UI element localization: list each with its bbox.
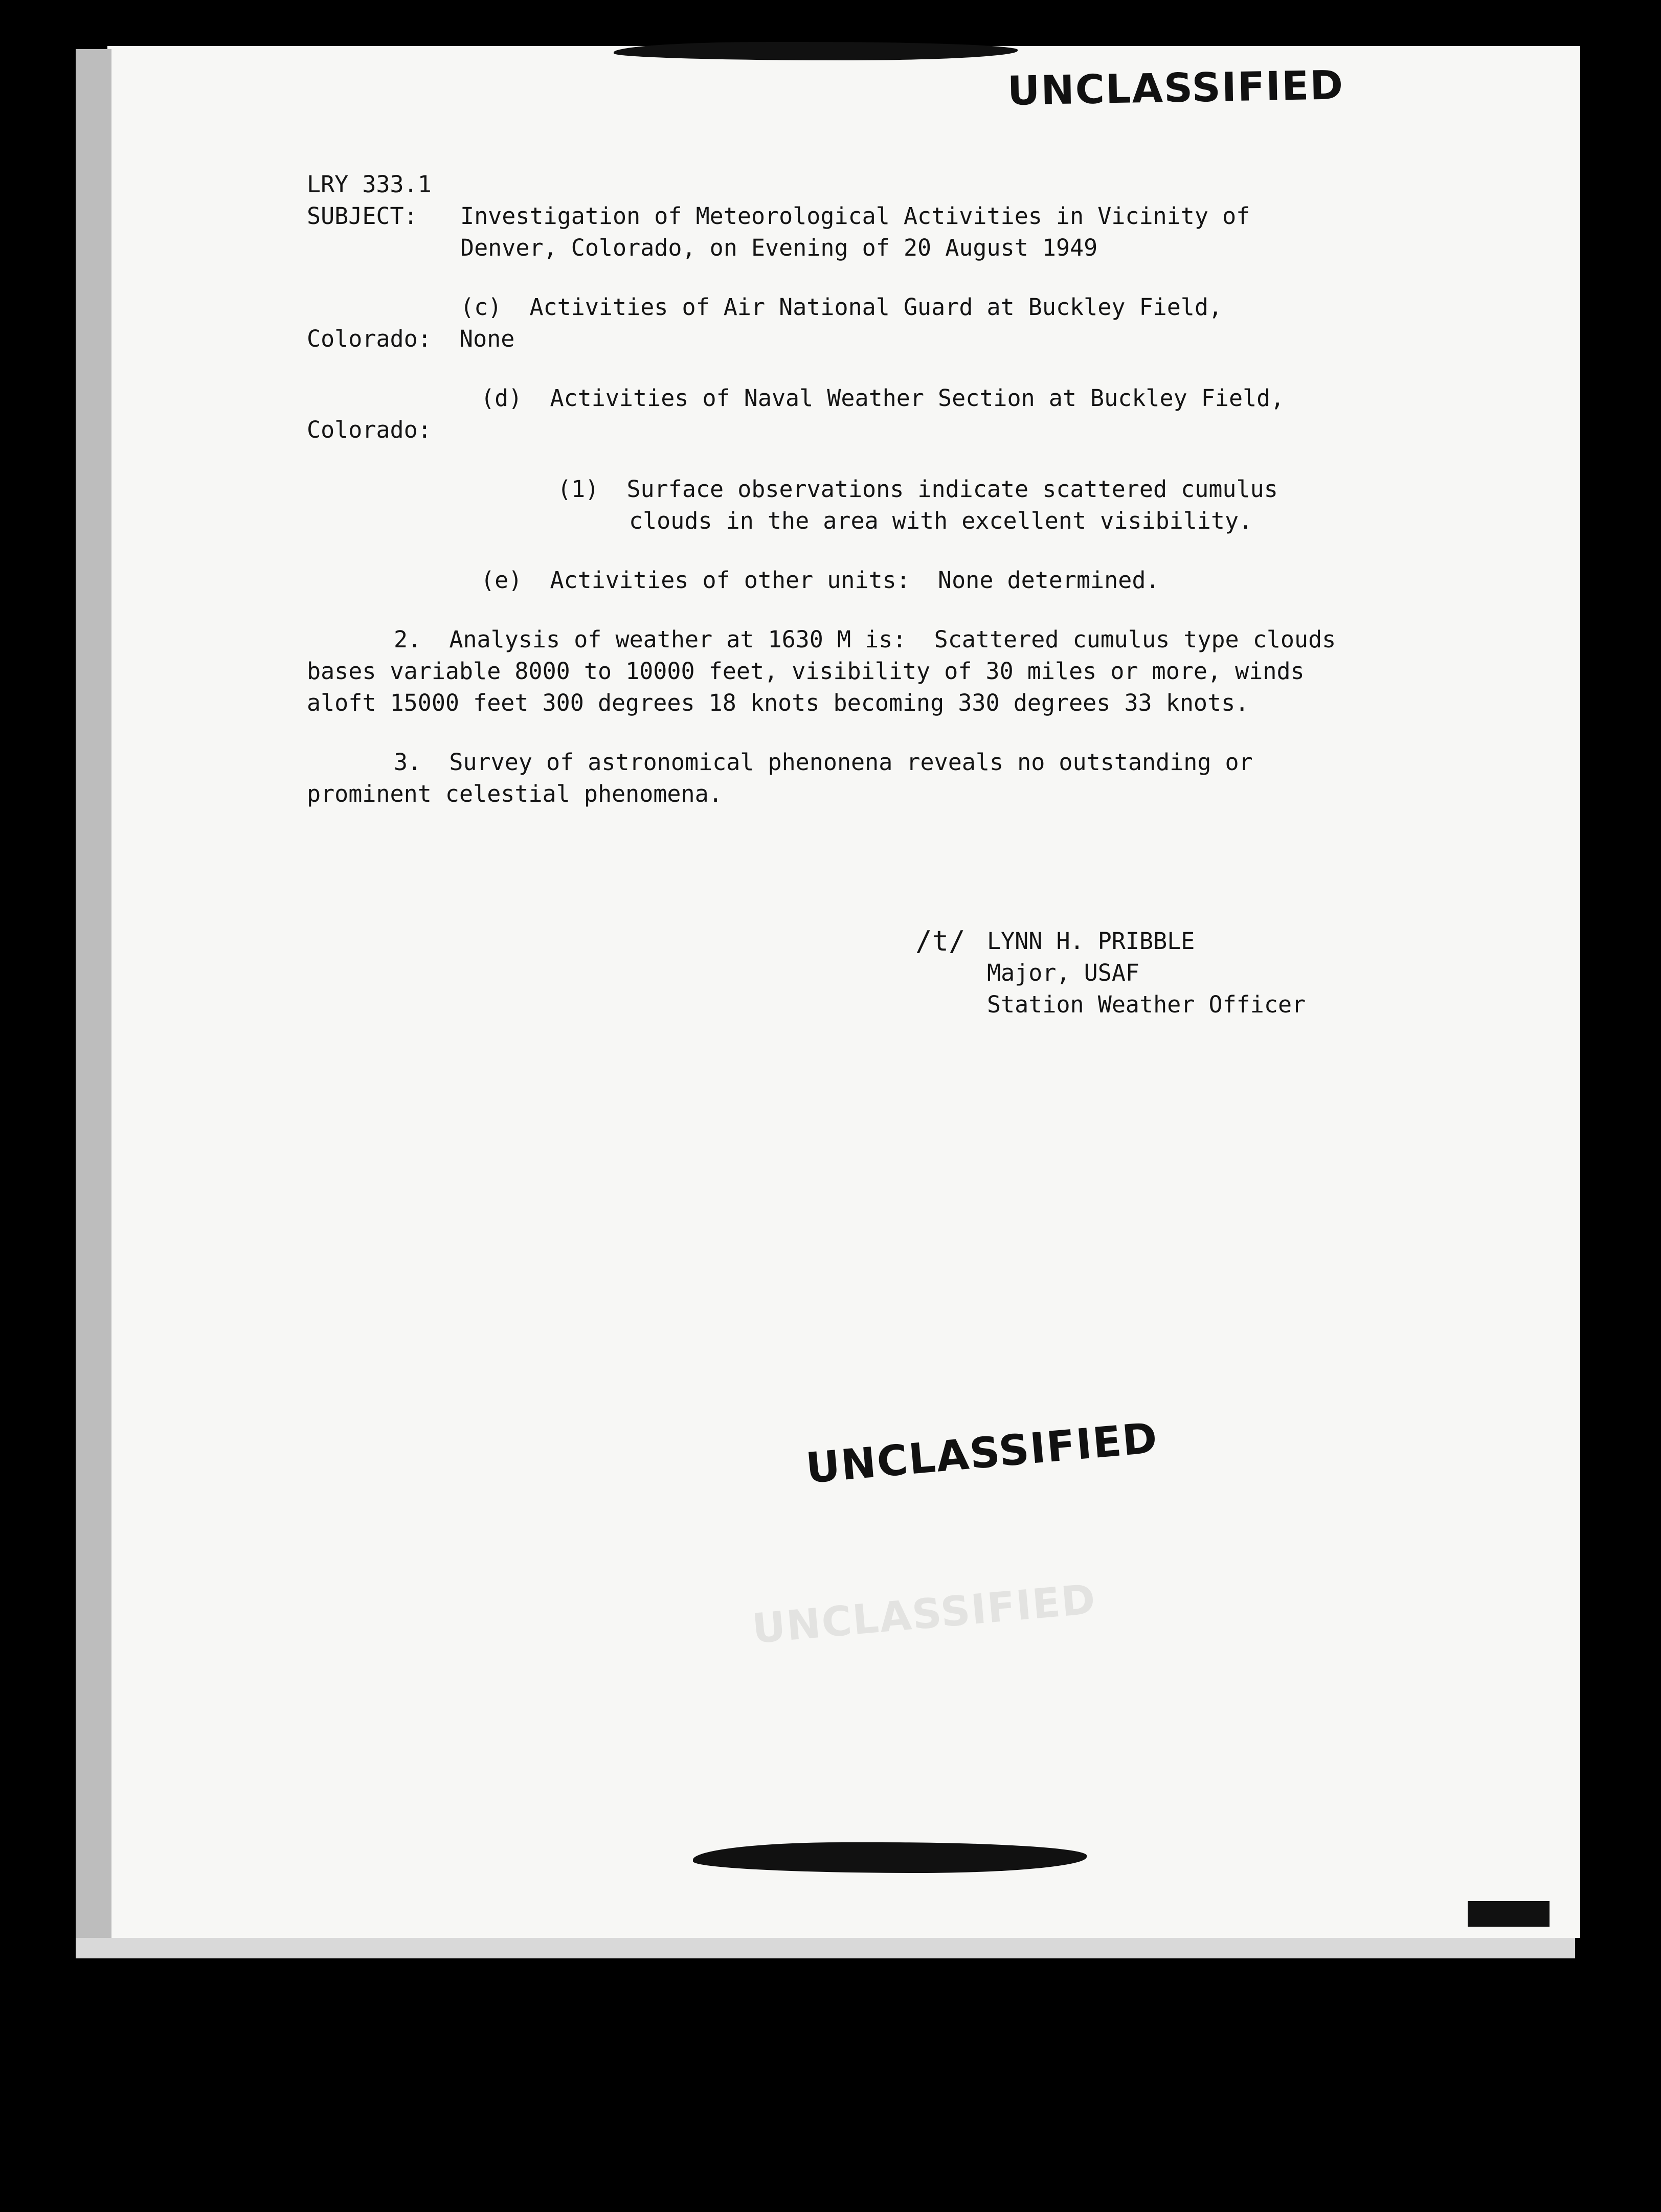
paragraph-3-line-1: 3. Survey of astronomical phenonena reveals no outstanding or	[394, 749, 1253, 776]
signatory-title: Station Weather Officer	[987, 991, 1306, 1018]
corner-mark	[1468, 1901, 1550, 1927]
item-d-line-1: (d) Activities of Naval Weather Section at Buckley Field,	[481, 385, 1285, 412]
paragraph-2-line-1: 2. Analysis of weather at 1630 M is: Scattered cumulus type clouds	[394, 626, 1336, 653]
subject-label: SUBJECT:	[307, 202, 418, 230]
signatory-name: LYNN H. PRIBBLE	[987, 928, 1195, 955]
redaction-mark-bottom	[693, 1842, 1087, 1873]
item-e-line: (e) Activities of other units: None determined.	[481, 567, 1160, 594]
typed-signature-mark: /t/	[915, 925, 966, 957]
page-bottom-edge	[76, 1938, 1575, 1958]
paragraph-2-line-2: bases variable 8000 to 10000 feet, visibility of 30 miles or more, winds	[307, 658, 1305, 685]
redaction-mark-top	[614, 42, 1018, 60]
unclassified-stamp-middle: UNCLASSIFIED	[804, 1414, 1160, 1493]
item-d-line-2: Colorado:	[307, 416, 432, 443]
item-c-line-2: Colorado: None	[307, 325, 515, 352]
page-edge	[76, 49, 111, 1951]
item-d1-line-2: clouds in the area with excellent visibility.	[629, 507, 1253, 534]
subject-line-2: Denver, Colorado, on Evening of 20 August 1949	[460, 234, 1098, 261]
item-c-line-1: (c) Activities of Air National Guard at Buckley Field,	[460, 294, 1223, 321]
file-reference: LRY 333.1	[307, 171, 432, 198]
memo-body	[307, 169, 1483, 1056]
subject-line-1: Investigation of Meteorological Activities in Vicinity of	[460, 202, 1250, 230]
unclassified-stamp-top: UNCLASSIFIED	[1007, 62, 1344, 115]
unclassified-stamp-faint: UNCLASSIFIED	[750, 1575, 1098, 1653]
signatory-rank: Major, USAF	[987, 959, 1140, 986]
paragraph-3-line-2: prominent celestial phenomena.	[307, 780, 723, 807]
item-d1-line-1: (1) Surface observations indicate scattered cumulus	[557, 476, 1278, 503]
paragraph-2-line-3: aloft 15000 feet 300 degrees 18 knots becoming 330 degrees 33 knots.	[307, 689, 1249, 716]
